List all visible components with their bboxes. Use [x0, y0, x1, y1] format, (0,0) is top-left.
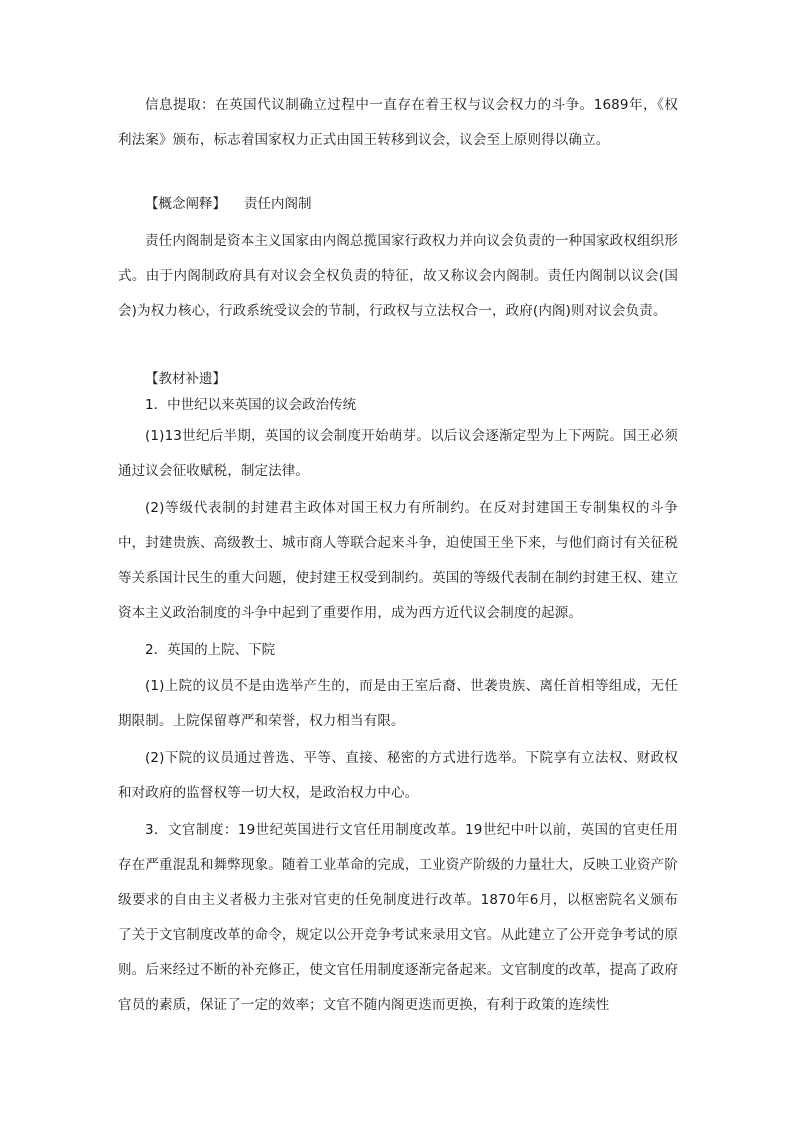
concept-heading	[118, 187, 678, 222]
section-1-paragraph-2: (2)等级代表制的封建君主政体对国王权力有所制约。在反对封建国王专制集权的斗争中，封建贵族、高级教士、城市商人等联合起来斗争，迫使国王坐下来，与他们商讨有关征税等关系国计民生的重大问题，使封建王权受到制约。英国的等级代表制在制约封建王权、建立资本主义政治制度的斗争中起到了重要作用，成为西方近代议会制度的起源。	[118, 500, 678, 621]
section-2-paragraph-1: (1)上院的议员不是由选举产生的，而是由王室后裔、世袭贵族、离任首相等组成，无任期限制。上院保留尊严和荣誉，权力相当有限。	[118, 678, 678, 729]
info-extraction-paragraph: 信息提取：在英国代议制确立过程中一直存在着王权与议会权力的斗争。1689年，《权利法案》颁布，标志着国家权力正式由国王转移到议会，议会至上原则得以确立。	[118, 97, 678, 148]
concept-label: 【概念阐释】	[145, 196, 226, 212]
section-3-paragraph: 3．文官制度：19世纪英国进行文官任用制度改革。19世纪中叶以前，英国的官吏任用存在严重混乱和舞弊现象。随着工业革命的完成，工业资产阶级的力量壮大，反映工业资产阶级要求的自由主义者极力主张对官吏的任免制度进行改革。1870年6月，以枢密院名义颁布了关于文官制度改革的命令，规定以公开竞争考试来录用文官。从此建立了公开竞争考试的原则。后来经过不断的补充修正，使文官任用制度逐渐完备起来。文官制度的改革，提高了政府官员的素质，保证了一定的效率；文官不随内阁更迭而更换，有利于政策的连续性	[118, 822, 678, 1013]
section-2-paragraph-2: (2)下院的议员通过普选、平等、直接、秘密的方式进行选举。下院享有立法权、财政权和对政府的监督权等一切大权，是政治权力中心。	[118, 750, 678, 801]
section-2-title: 2．英国的上院、下院	[145, 642, 276, 658]
supplement-label: 【教材补遗】	[145, 371, 226, 387]
section-1-title: 1．中世纪以来英国的议会政治传统	[145, 397, 357, 413]
concept-term: 责任内阁制	[244, 196, 312, 212]
concept-paragraph: 责任内阁制是资本主义国家由内阁总揽国家行政权力并向议会负责的一种国家政权组织形式。由于内阁制政府具有对议会全权负责的特征，故又称议会内阁制。责任内阁制以议会(国会)为权力核心，行政系统受议会的节制，行政权与立法权合一，政府(内阁)则对议会负责。	[118, 233, 678, 319]
section-1-paragraph-1: (1)13世纪后半期，英国的议会制度开始萌芽。以后议会逐渐定型为上下两院。国王必须通过议会征收赋税，制定法律。	[118, 428, 678, 479]
